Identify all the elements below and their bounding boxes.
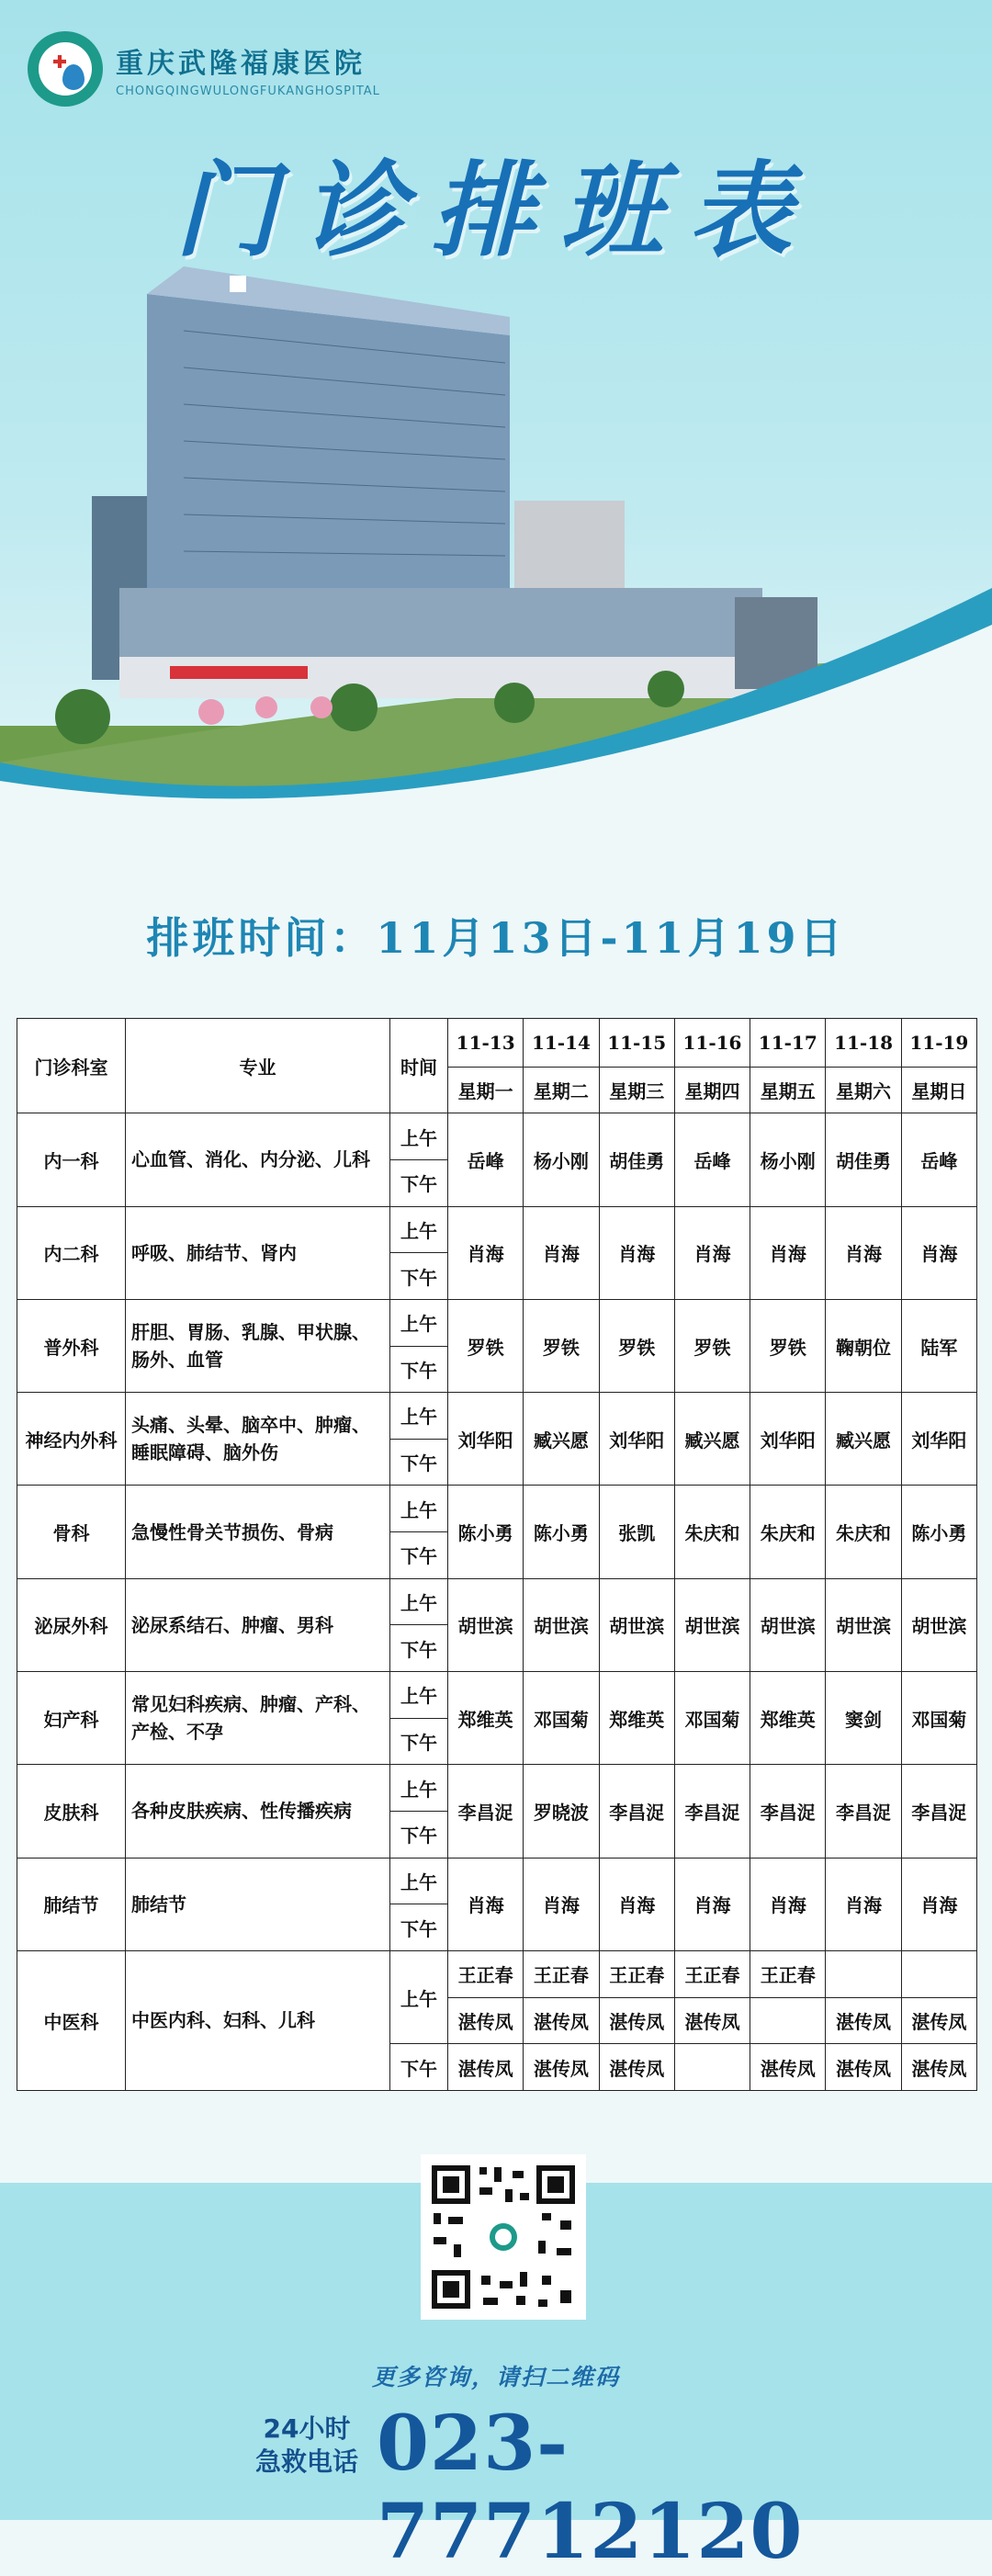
table-row xyxy=(17,1950,977,1997)
doctor-cell: 王正春 xyxy=(674,1950,750,1997)
table-row xyxy=(17,1113,977,1160)
table-row xyxy=(17,1858,977,1904)
emergency-phone[interactable]: 023-77712120 xyxy=(377,2400,804,2576)
am-label: 上午 xyxy=(390,1113,448,1160)
doctor-cell: 陈小勇 xyxy=(524,1486,599,1578)
doctor-cell: 胡世滨 xyxy=(674,1578,750,1671)
pm-label: 下午 xyxy=(390,1811,448,1858)
dept-cell: 泌尿外科 xyxy=(17,1578,126,1671)
date-header: 11-18 xyxy=(826,1019,901,1068)
doctor-cell: 李昌浞 xyxy=(599,1765,674,1858)
doctor-cell: 罗铁 xyxy=(524,1299,599,1392)
doctor-cell: 陆军 xyxy=(901,1299,976,1392)
hotline-label-line2: 急救电话 xyxy=(255,2446,359,2477)
doctor-cell xyxy=(674,2044,750,2091)
doctor-cell: 肖海 xyxy=(901,1206,976,1299)
doctor-cell: 湛传凤 xyxy=(599,2044,674,2091)
doctor-cell: 罗铁 xyxy=(750,1299,826,1392)
doctor-cell xyxy=(750,1997,826,2044)
spec-cell: 肺结节 xyxy=(126,1858,390,1950)
doctor-cell: 王正春 xyxy=(750,1950,826,1997)
doctor-cell: 臧兴愿 xyxy=(826,1393,901,1486)
doctor-cell: 湛传凤 xyxy=(901,1997,976,2044)
dept-cell: 肺结节 xyxy=(17,1858,126,1950)
hospital-logo xyxy=(28,31,380,107)
am-label: 上午 xyxy=(390,1950,448,2043)
logo-icon xyxy=(28,31,103,107)
pm-label: 下午 xyxy=(390,1718,448,1765)
pm-label: 下午 xyxy=(390,1346,448,1393)
table-row xyxy=(17,1578,977,1625)
hotline-label xyxy=(255,2412,358,2479)
doctor-cell: 王正春 xyxy=(599,1950,674,1997)
doctor-cell: 李昌浞 xyxy=(826,1765,901,1858)
am-label: 上午 xyxy=(390,1765,448,1812)
date-header: 11-14 xyxy=(524,1019,599,1068)
doctor-cell: 湛传凤 xyxy=(750,2044,826,2091)
doctor-cell: 湛传凤 xyxy=(674,1997,750,2044)
date-header: 11-19 xyxy=(901,1019,976,1068)
doctor-cell: 肖海 xyxy=(524,1858,599,1950)
doctor-cell: 李昌浞 xyxy=(674,1765,750,1858)
dept-cell: 内一科 xyxy=(17,1113,126,1206)
hospital-name: 重庆武隆福康医院 xyxy=(116,47,366,80)
table-row xyxy=(17,1486,977,1532)
doctor-cell: 刘华阳 xyxy=(599,1393,674,1486)
doctor-cell: 杨小刚 xyxy=(524,1113,599,1206)
doctor-cell xyxy=(901,1950,976,1997)
spec-cell: 急慢性骨关节损伤、骨病 xyxy=(126,1486,390,1578)
am-label: 上午 xyxy=(390,1858,448,1904)
doctor-cell: 郑维英 xyxy=(599,1672,674,1765)
doctor-cell: 郑维英 xyxy=(448,1672,524,1765)
doctor-cell: 胡世滨 xyxy=(750,1578,826,1671)
pm-label: 下午 xyxy=(390,1532,448,1579)
weekday-header: 星期六 xyxy=(826,1067,901,1113)
doctor-cell: 王正春 xyxy=(448,1950,524,1997)
doctor-cell: 胡世滨 xyxy=(448,1578,524,1671)
doctor-cell: 肖海 xyxy=(599,1206,674,1299)
doctor-cell: 湛传凤 xyxy=(524,2044,599,2091)
doctor-cell: 湛传凤 xyxy=(599,1997,674,2044)
spec-cell: 心血管、消化、内分泌、儿科 xyxy=(126,1113,390,1206)
table-row xyxy=(17,1672,977,1719)
doctor-cell: 湛传凤 xyxy=(524,1997,599,2044)
schedule-period: 排班时间：11月13日-11月19日 xyxy=(146,913,846,963)
table-row xyxy=(17,1299,977,1346)
doctor-cell: 胡世滨 xyxy=(599,1578,674,1671)
doctor-cell: 李昌浞 xyxy=(448,1765,524,1858)
doctor-cell: 胡佳勇 xyxy=(599,1113,674,1206)
pm-label: 下午 xyxy=(390,1159,448,1206)
qr-code[interactable] xyxy=(421,2154,586,2320)
hospital-name-en: CHONGQINGWULONGFUKANGHOSPITAL xyxy=(116,84,380,98)
spec-cell: 常见妇科疾病、肿瘤、产科、产检、不孕 xyxy=(126,1672,390,1765)
date-header: 11-16 xyxy=(674,1019,750,1068)
doctor-cell: 杨小刚 xyxy=(750,1113,826,1206)
doctor-cell: 湛传凤 xyxy=(826,2044,901,2091)
col-spec-header: 专业 xyxy=(126,1019,390,1113)
header-banner xyxy=(0,0,992,854)
dept-cell: 普外科 xyxy=(17,1299,126,1392)
doctor-cell: 湛传凤 xyxy=(448,2044,524,2091)
doctor-cell: 肖海 xyxy=(674,1858,750,1950)
doctor-cell: 王正春 xyxy=(524,1950,599,1997)
doctor-cell: 肖海 xyxy=(901,1858,976,1950)
am-label: 上午 xyxy=(390,1206,448,1253)
doctor-cell: 罗晓波 xyxy=(524,1765,599,1858)
doctor-cell: 肖海 xyxy=(826,1206,901,1299)
spec-cell: 中医内科、妇科、儿科 xyxy=(126,1950,390,2090)
doctor-cell: 邓国菊 xyxy=(524,1672,599,1765)
doctor-cell: 臧兴愿 xyxy=(674,1393,750,1486)
doctor-cell: 岳峰 xyxy=(674,1113,750,1206)
table-row xyxy=(17,1393,977,1440)
weekday-header: 星期日 xyxy=(901,1067,976,1113)
doctor-cell: 岳峰 xyxy=(448,1113,524,1206)
doctor-cell: 窦剑 xyxy=(826,1672,901,1765)
doctor-cell: 李昌浞 xyxy=(750,1765,826,1858)
col-dept-header: 门诊科室 xyxy=(17,1019,126,1113)
doctor-cell: 肖海 xyxy=(826,1858,901,1950)
pm-label: 下午 xyxy=(390,1253,448,1300)
am-label: 上午 xyxy=(390,1578,448,1625)
doctor-cell: 李昌浞 xyxy=(901,1765,976,1858)
weekday-header: 星期二 xyxy=(524,1067,599,1113)
doctor-cell: 刘华阳 xyxy=(901,1393,976,1486)
doctor-cell: 岳峰 xyxy=(901,1113,976,1206)
doctor-cell: 湛传凤 xyxy=(901,2044,976,2091)
date-header: 11-17 xyxy=(750,1019,826,1068)
am-label: 上午 xyxy=(390,1393,448,1440)
spec-cell: 头痛、头晕、脑卒中、肿瘤、睡眠障碍、脑外伤 xyxy=(126,1393,390,1486)
weekday-header: 星期一 xyxy=(448,1067,524,1113)
schedule-table xyxy=(17,1018,977,2091)
doctor-cell: 罗铁 xyxy=(674,1299,750,1392)
hotline-label-line1: 24小时 xyxy=(263,2413,351,2444)
doctor-cell: 陈小勇 xyxy=(901,1486,976,1578)
pm-label: 下午 xyxy=(390,1439,448,1486)
weekday-header: 星期五 xyxy=(750,1067,826,1113)
am-label: 上午 xyxy=(390,1672,448,1719)
decorative-wave xyxy=(0,551,992,854)
doctor-cell: 肖海 xyxy=(448,1206,524,1299)
pm-label: 下午 xyxy=(390,2044,448,2091)
weekday-header: 星期三 xyxy=(599,1067,674,1113)
doctor-cell: 郑维英 xyxy=(750,1672,826,1765)
spec-cell: 呼吸、肺结节、肾内 xyxy=(126,1206,390,1299)
doctor-cell: 朱庆和 xyxy=(826,1486,901,1578)
doctor-cell: 鞠朝位 xyxy=(826,1299,901,1392)
doctor-cell: 肖海 xyxy=(750,1858,826,1950)
doctor-cell: 肖海 xyxy=(599,1858,674,1950)
am-label: 上午 xyxy=(390,1486,448,1532)
dept-cell: 妇产科 xyxy=(17,1672,126,1765)
page-title: 门诊排班表 xyxy=(175,152,817,271)
doctor-cell: 张凯 xyxy=(599,1486,674,1578)
col-time-header: 时间 xyxy=(390,1019,448,1113)
dept-cell: 神经内外科 xyxy=(17,1393,126,1486)
am-label: 上午 xyxy=(390,1299,448,1346)
doctor-cell: 罗铁 xyxy=(448,1299,524,1392)
doctor-cell: 朱庆和 xyxy=(750,1486,826,1578)
doctor-cell: 湛传凤 xyxy=(448,1997,524,2044)
doctor-cell: 刘华阳 xyxy=(750,1393,826,1486)
date-header: 11-13 xyxy=(448,1019,524,1068)
spec-cell: 肝胆、胃肠、乳腺、甲状腺、肠外、血管 xyxy=(126,1299,390,1392)
doctor-cell: 肖海 xyxy=(448,1858,524,1950)
spec-cell: 泌尿系结石、肿瘤、男科 xyxy=(126,1578,390,1671)
qr-note: 更多咨询，请扫二维码 xyxy=(371,2364,620,2390)
doctor-cell: 胡佳勇 xyxy=(826,1113,901,1206)
doctor-cell: 邓国菊 xyxy=(901,1672,976,1765)
doctor-cell: 朱庆和 xyxy=(674,1486,750,1578)
table-row xyxy=(17,1206,977,1253)
doctor-cell: 湛传凤 xyxy=(826,1997,901,2044)
dept-cell: 骨科 xyxy=(17,1486,126,1578)
doctor-cell: 肖海 xyxy=(524,1206,599,1299)
pm-label: 下午 xyxy=(390,1904,448,1951)
doctor-cell: 臧兴愿 xyxy=(524,1393,599,1486)
pm-label: 下午 xyxy=(390,1625,448,1672)
doctor-cell xyxy=(826,1950,901,1997)
table-row xyxy=(17,1765,977,1812)
doctor-cell: 肖海 xyxy=(750,1206,826,1299)
doctor-cell: 胡世滨 xyxy=(524,1578,599,1671)
qr-code-icon xyxy=(428,2162,579,2312)
doctor-cell: 刘华阳 xyxy=(448,1393,524,1486)
doctor-cell: 肖海 xyxy=(674,1206,750,1299)
doctor-cell: 邓国菊 xyxy=(674,1672,750,1765)
weekday-header: 星期四 xyxy=(674,1067,750,1113)
doctor-cell: 胡世滨 xyxy=(901,1578,976,1671)
date-header: 11-15 xyxy=(599,1019,674,1068)
dept-cell: 内二科 xyxy=(17,1206,126,1299)
doctor-cell: 胡世滨 xyxy=(826,1578,901,1671)
doctor-cell: 陈小勇 xyxy=(448,1486,524,1578)
spec-cell: 各种皮肤疾病、性传播疾病 xyxy=(126,1765,390,1858)
doctor-cell: 罗铁 xyxy=(599,1299,674,1392)
dept-cell: 皮肤科 xyxy=(17,1765,126,1858)
dept-cell: 中医科 xyxy=(17,1950,126,2090)
